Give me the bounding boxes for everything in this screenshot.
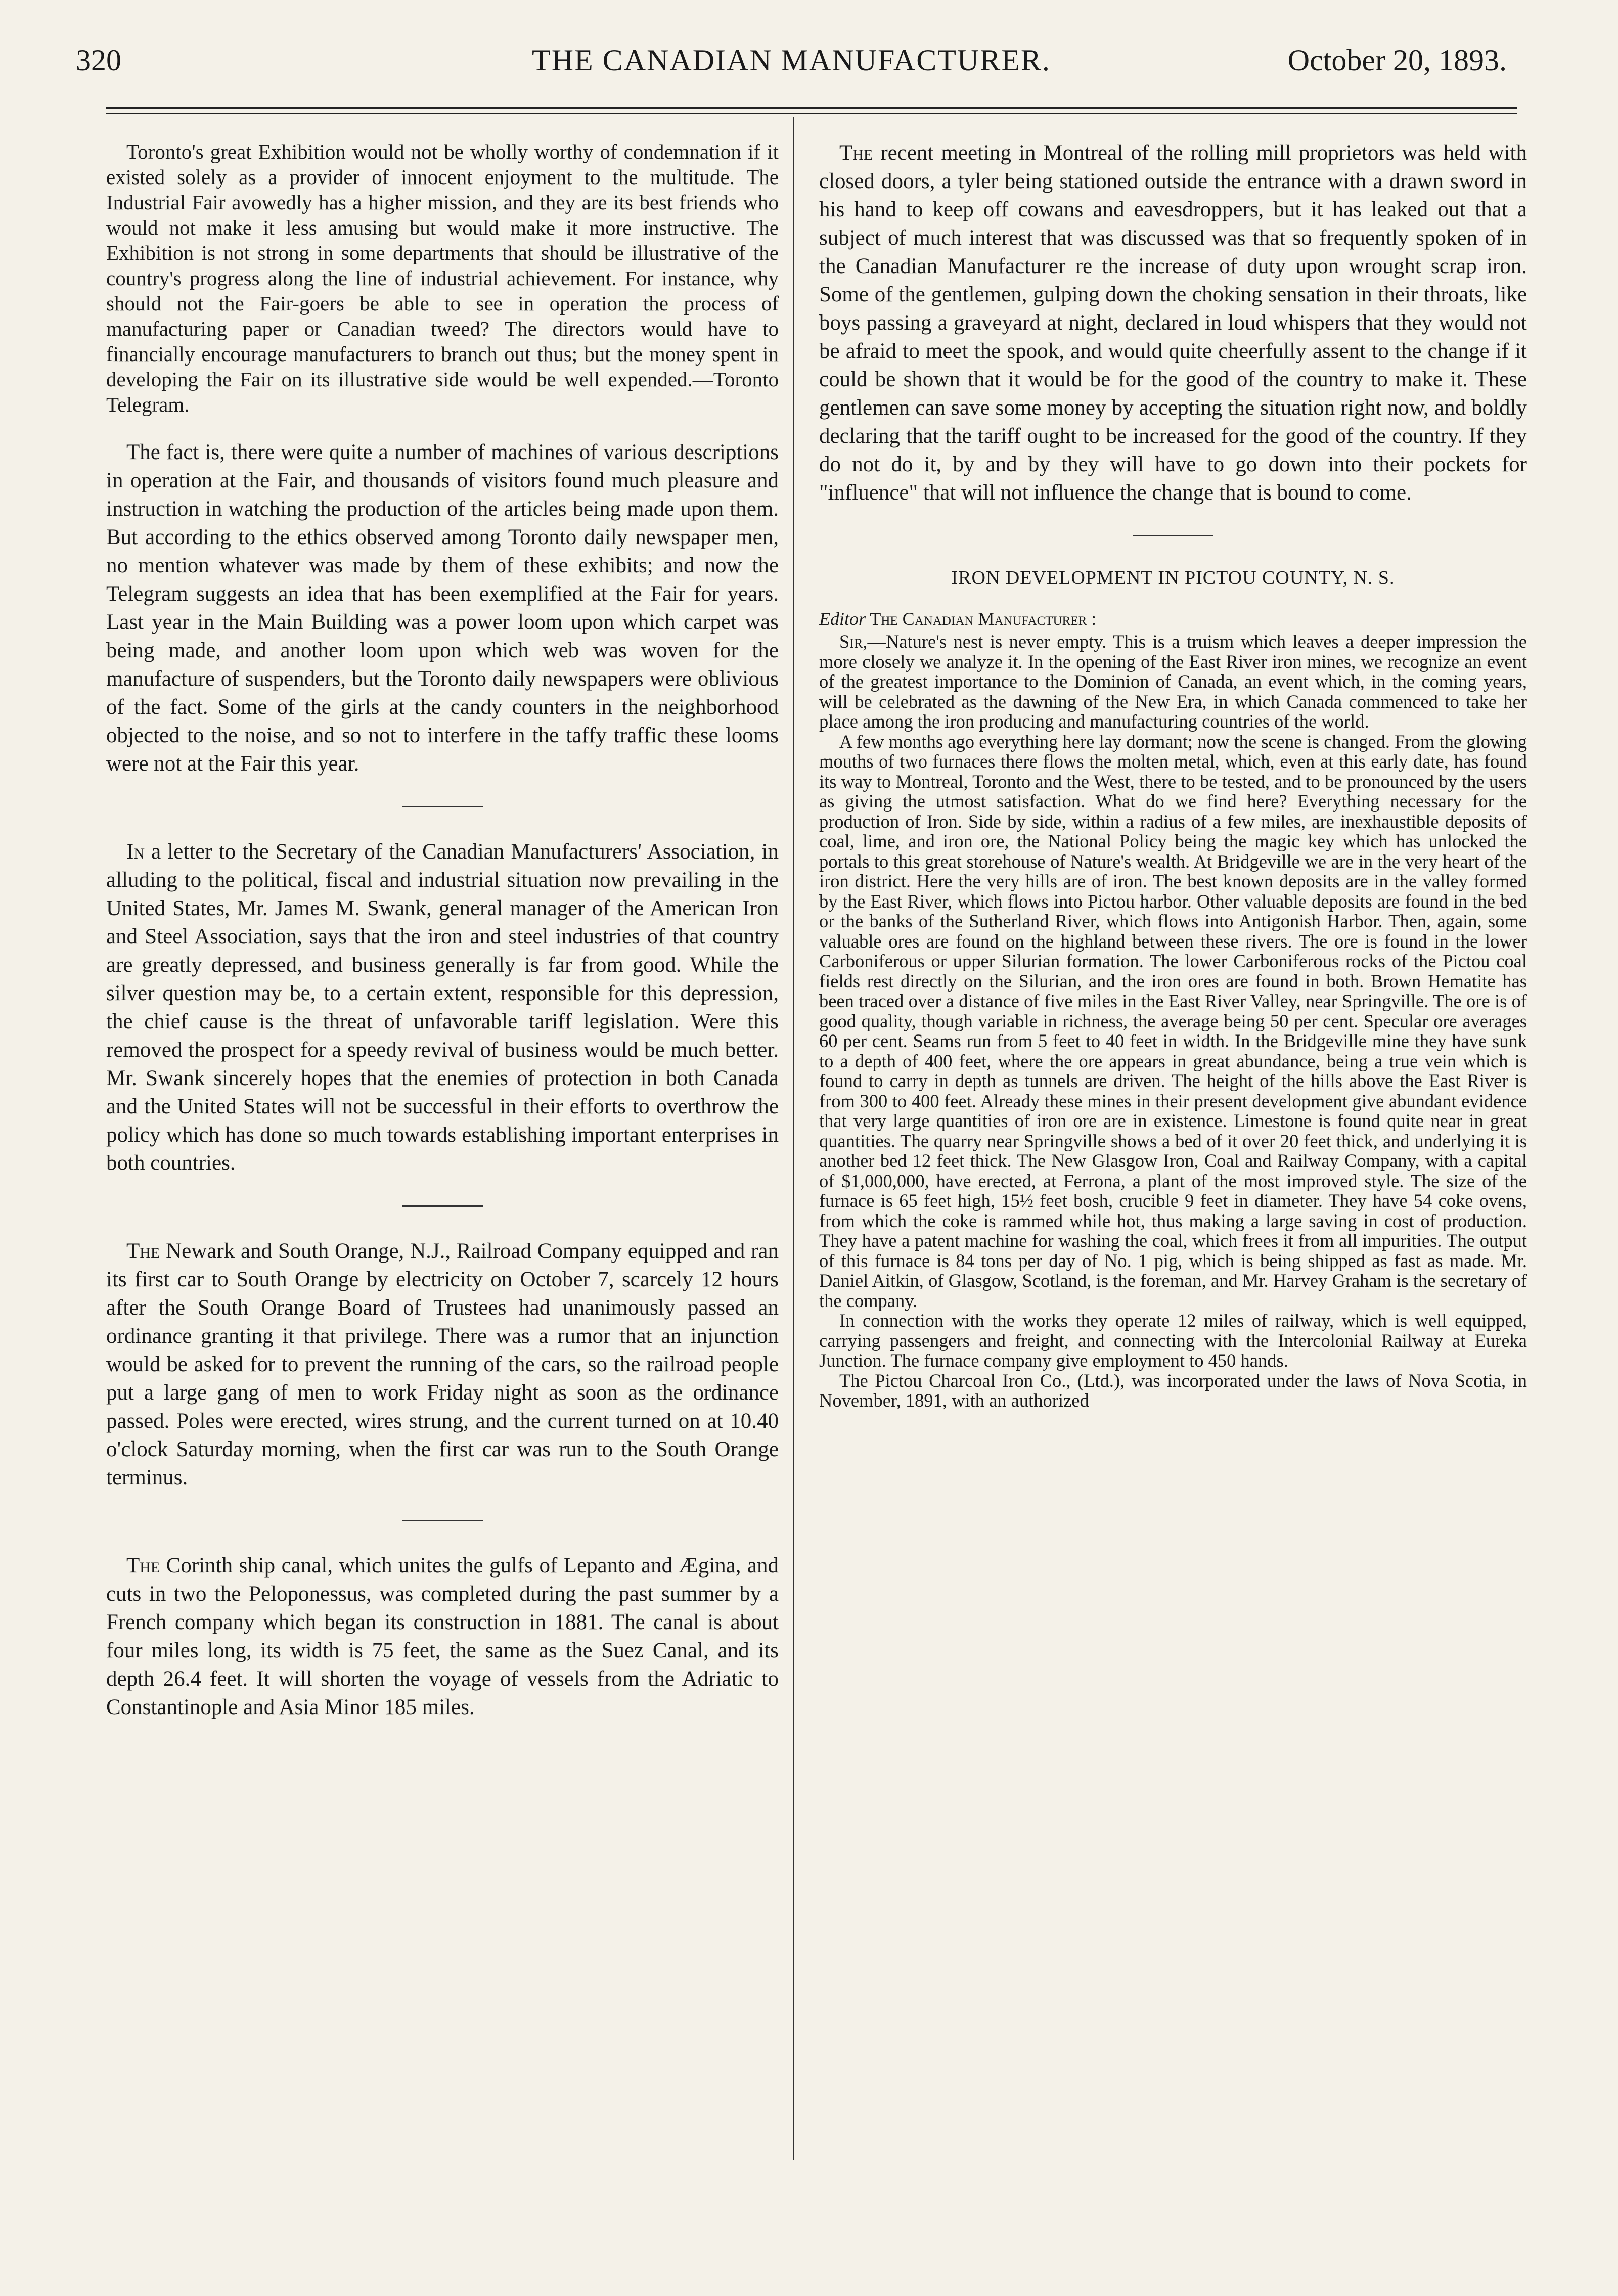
header-rule-thin: [106, 113, 1517, 114]
section-separator: [402, 806, 483, 807]
article-swank-letter: [106, 838, 779, 1178]
paragraph-body: Newark and South Orange, N.J., Railroad Company equipped and ran its first car to South Orange by electricity on October 7, scarcely 12 hours after the South Orange Board of Trustees had unanimously passed an ordinance granting it that privilege. There was a rumor that an injunction would be asked for to prevent the running of the cars, so the railroad people put a large gang of men to work Friday night as soon as the ordinance passed. Poles were erected, wires strung, and the current turned on at 10.40 o'clock Saturday morning, when the first car was run to the South Orange terminus.: [106, 1239, 779, 1490]
publication-title: THE CANADIAN MANUFACTURER.: [532, 43, 1051, 77]
article-rolling-mill: [819, 139, 1527, 507]
page-number: 320: [76, 43, 121, 77]
header-rule-thick: [106, 107, 1517, 109]
editor-name: The Canadian Manufacturer :: [866, 609, 1097, 629]
article-exhibition-response: The fact is, there were quite a number of machines of various descriptions in operation at the Fair, and thousands of visitors found much pleasure and instruction in watching the production of the articles being made upon them. But according to the ethics observed among Toronto daily newspaper men, no mention whatever was made by them of these exhibits; and now the Telegram suggests an idea that has been exemplified at the Fair for years. Last year in the Main Building was a power loom upon which carpet was being made, and another loom upon which web was woven for the manufacture of suspenders, but the Toronto daily newspapers were oblivious of the fact. Some of the girls at the candy counters in the neighborhood objected to the noise, and so not to interfere in the taffy traffic these looms were not at the Fair this year.: [106, 440, 779, 776]
lead-word: The: [126, 1239, 160, 1263]
letter-paragraph: [819, 632, 1527, 732]
left-column: [106, 139, 779, 1722]
article-corinth-canal: [106, 1552, 779, 1722]
letter-salutation: [819, 608, 1527, 629]
paragraph-body: a letter to the Secretary of the Canadian Manufacturers' Association, in alluding to the political, fiscal and industrial situation now prevailing in the United States, Mr. James M. Swank, general manager of the American Iron and Steel Association, says that the iron and steel industries of that country are greatly depressed, and business generally is far from good. While the silver question may be, to a certain extent, responsible for this depression, the chief cause is the threat of unfavorable tariff legislation. Were this removed the prospect for a speedy revival of business would be much better. Mr. Swank sincerely hopes that the enemies of protection in both Canada and the United States will not be successful in their efforts to overthrow the policy which has done so much towards establishing important enterprises in both countries.: [106, 840, 779, 1175]
page-header: [76, 43, 1507, 83]
paragraph-body: recent meeting in Montreal of the rolling mill proprietors was held with closed doors, a tyler being stationed outside the entrance with a drawn sword in his hand to keep off cowans and eavesdroppers, but it has leaked out that a subject of much interest that was discussed was that so frequently spoken of in the Canadian Manufacturer re the increase of duty upon wrought scrap iron. Some of the gentlemen, gulping down the choking sensation in their throats, like boys passing a graveyard at night, declared in loud whispers that they would not be afraid to meet the spook, and would quite cheerfully assent to the change if it could be shown that it would be for the good of the country to make it. These gentlemen can save some money by accepting the situation right now, and boldly declaring that the tariff ought to be increased for the good of the country. If they do not do it, by and by they will have to go down into their pockets for "influence" that will not influence the change that is bound to come.: [819, 141, 1527, 505]
article-exhibition-quote: Toronto's great Exhibition would not be wholly worthy of condemnation if it existed solely as a provider of innocent enjoyment to the multitude. The Industrial Fair avowedly has a higher mission, and they are its best friends who would not make it less amusing but would make it more instructive. The Exhibition is not strong in some departments that should be illustrative of the country's progress along the line of industrial achievement. For instance, why should not the Fair-goers be able to see in operation the process of manufacturing paper or Canadian tweed? The directors would have to financially encourage manufacturers to branch out thus; but the money spent in developing the Fair on its illustrative side would be well expended.—Toronto Telegram.: [106, 140, 779, 416]
lead-word: The: [126, 1554, 160, 1578]
editor-label: Editor: [819, 609, 866, 629]
paragraph-body: —Nature's nest is never empty. This is a truism which leaves a deeper impression the more closely we analyze it. In the opening of the East River iron mines, we recognize an event of the greatest importance to the Dominion of Canada, an event which, in the coming years, will be celebrated as the dawning of the New Era, in which Canada commenced to take her place among the iron producing and manufacturing countries of the world.: [819, 631, 1527, 732]
column-divider: [793, 117, 794, 2160]
letter-paragraph: A few months ago everything here lay dormant; now the scene is changed. From the glowing mouths of two furnaces there flows the molten metal, which, even at this early date, has found its way to Montreal, Toronto and the West, there to be tested, and to be pronounced by the users as giving the utmost satisfaction. What do we find here? Everything necessary for the production of Iron. Side by side, within a radius of a few miles, are inexhaustible deposits of coal, lime, and iron ore, the National Policy being the magic key which has unlocked the portals to this great storehouse of Nature's wealth. At Bridgeville we are in the very heart of the iron district. Here the very hills are of iron. The best known deposits are in the valley formed by the East River, which flows into Pictou harbor. Other valuable deposits are found in the bed or the banks of the Sutherland River, which flows into Antigonish Harbor. Then, again, some valuable ores are found on the highland between these rivers. The ore is found in the lower Carboniferous or upper Silurian formation. The lower Carboniferous rocks of the Pictou coal fields rest directly on the Silurian, and the iron ores are found in both. Brown Hematite has been traced over a distance of five miles in the East River Valley, near Springville. The ore is of good quality, though variable in richness, the average being 50 per cent. Specular ore averages 60 per cent. Seams run from 5 feet to 40 feet in width. In the Bridgeville mine they have sunk to a depth of 400 feet, where the ore appears in great abundance, being a true vein which is found to carry in depth as tunnels are driven. The height of the hills above the East River is from 300 to 400 feet. Already these mines in their present development give abundant evidence that very large quantities of iron ore are in existence. Limestone is found quite near in great quantities. The quarry near Springville shows a bed of it over 20 feet thick, and underlying it is another bed 12 feet thick. The New Glasgow Iron, Coal and Railway Company, with a capital of $1,000,000, have erected, at Ferrona, a plant of the most improved style. The size of the furnace is 65 feet high, 15½ feet bosh, crucible 9 feet in diameter. They have 54 coke ovens, from which the coke is rammed while hot, thus making a large saving in cost of production. They have a patent machine for washing the coal, which frees it from all impurities. The output of this furnace is 84 tons per day of No. 1 pig, which is being shipped as fast as made. Mr. Daniel Aitkin, of Glasgow, Scotland, is the foreman, and Mr. Harvey Graham is the secretary of the company.: [819, 731, 1527, 1311]
section-separator: [402, 1205, 483, 1207]
section-separator: [402, 1520, 483, 1521]
letter-paragraph: The Pictou Charcoal Iron Co., (Ltd.), was incorporated under the laws of Nova Scotia, in November, 1891, with an authorized: [819, 1370, 1527, 1411]
letter-paragraph: In connection with the works they operate 12 miles of railway, which is well equipped, carrying passengers and freight, and connecting with the Intercolonial Railway at Eureka Junction. The furnace company give employment to 450 hands.: [819, 1310, 1527, 1371]
lead-word: Sir,: [839, 631, 868, 652]
article-heading-iron-development: IRON DEVELOPMENT IN PICTOU COUNTY, N. S.: [951, 567, 1395, 589]
section-separator: [1133, 535, 1214, 536]
issue-date: October 20, 1893.: [1287, 43, 1507, 77]
right-column: [819, 139, 1527, 1411]
article-newark-railroad: [106, 1237, 779, 1492]
lead-word: The: [839, 141, 873, 165]
paragraph-body: Corinth ship canal, which unites the gulfs of Lepanto and Ægina, and cuts in two the Peloponessus, was completed during the past summer by a French company which began its construction in 1881. The canal is about four miles long, its width is 75 feet, the same as the Suez Canal, and its depth 26.4 feet. It will shorten the voyage of vessels from the Adriatic to Constantinople and Asia Minor 185 miles.: [106, 1554, 779, 1719]
lead-word: In: [126, 840, 145, 864]
